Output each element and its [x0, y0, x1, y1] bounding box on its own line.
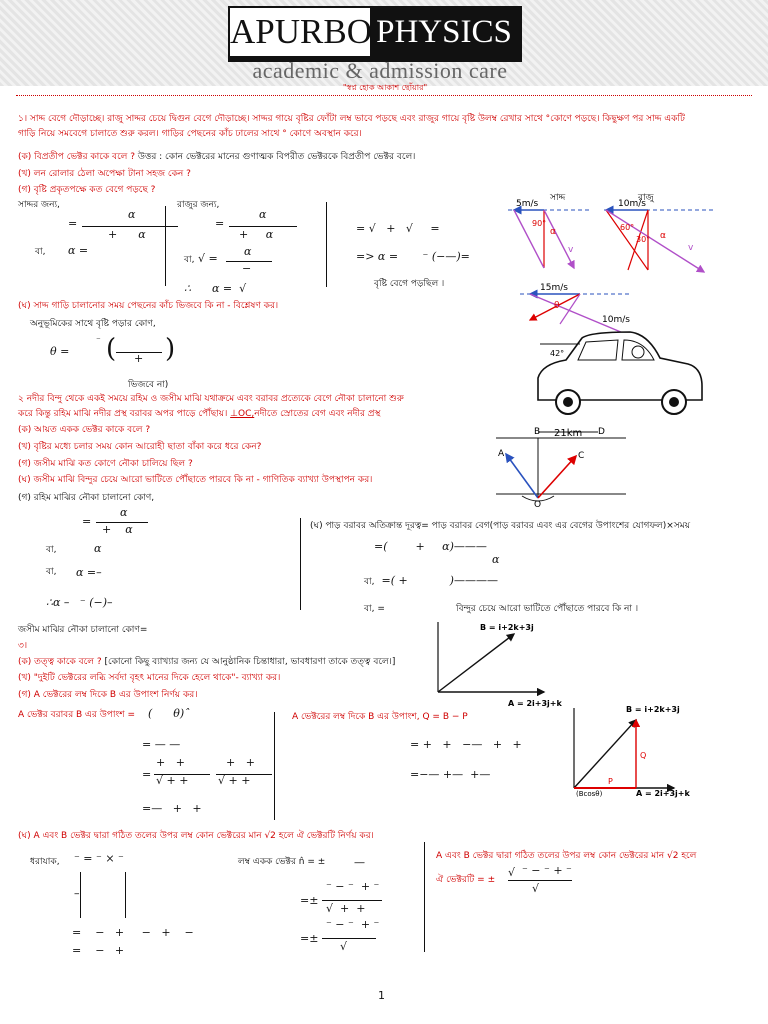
logo-apurbo: APURBO — [230, 8, 370, 56]
eq-rahim-ba1: বা, — [46, 545, 57, 555]
eq-dist-2: বা, =( + )———— — [364, 574, 498, 587]
eq-dist-1-den: α — [492, 553, 500, 566]
car-hub-rear — [563, 397, 573, 407]
q2-sol-d: (ঘ) পাড় বরাবর অতিক্রান্ত দূরত্ব= পাড় বরাবর বেগ(পাড় বরাবর এবং এর বেগের উপাংশের যোগফল)×সময় — [310, 521, 691, 531]
fig4-label-a: A = 2i+3j+k — [508, 699, 562, 708]
fig-alpha-1: α — [550, 227, 556, 237]
eq-raju-3: ∴ α = √ — [184, 282, 247, 295]
eq-proj-3: =— + + — [142, 802, 202, 815]
eq-rahim-3: α =– — [76, 566, 102, 579]
river-figure — [496, 426, 626, 508]
q2-intro-line2: করে কিন্তু রহিম মাঝি নদীর প্রস্থ বরাবর অপর পাড়ে পৌঁছায়। ⊥OC,নদীতে স্রোতের বেগ এবং নদীর প্রস্থ — [18, 409, 381, 419]
eq-raju-1: = α + α — [215, 212, 224, 231]
river-label-c: C — [578, 451, 585, 461]
page-number: 1 — [378, 989, 385, 1002]
fig-alpha-2: α — [660, 231, 666, 241]
divider-q3-d — [424, 842, 425, 952]
divider-q3 — [274, 712, 275, 820]
fig-label-5: 5m/s — [516, 199, 539, 209]
fig4-vector-b — [438, 634, 514, 692]
car-rain-figure — [520, 282, 720, 422]
car-hub-front — [669, 397, 679, 407]
fig-rain-rel-sad — [544, 210, 574, 268]
logo-physics: PHYSICS — [376, 14, 512, 50]
fig5-label-a: A = 2i+3j+k — [636, 789, 690, 798]
divider-q1-b — [326, 202, 327, 287]
eq-ba-label: বা, — [35, 247, 46, 257]
jasim-angle: জসীম মাঝির নৌকা চালানো কোণ= — [18, 625, 148, 635]
q2-sol-c: (গ) রহিম মাঝির নৌকা চালানো কোণ, — [18, 493, 155, 503]
proj-label: A ভেক্টর বরাবর B এর উপাংশ = — [18, 710, 136, 720]
eq-cross-2: = − + — [72, 944, 125, 957]
q2-question-c: (গ) জসীম মাঝি কত কোণে নৌকা চালিয়ে ছিল ? — [18, 459, 193, 469]
header-motto: "স্বপ্ন হোক আকাশ ছোঁয়ার" — [342, 83, 428, 92]
eq-proj-paren: ( θ)ˆ — [148, 707, 190, 720]
fig4-label-b: B = i+2k+3j — [480, 623, 534, 632]
determinant-mark: – — [74, 887, 80, 900]
river-label-d: D — [598, 427, 605, 437]
eq-dist-1: =( + α)——— — [374, 540, 487, 553]
q1-question-d: (ঘ) সাদ্দ গাড়ি চালানোর সময় পেছনের কাঁচ ভিজবে কি না - বিশ্লেষণ কর। — [18, 301, 279, 311]
q3-question-b: (খ) "দুইটি ভেক্টরের লব্ধি সর্বদা বৃহৎ মানের দিকে হেলে থাকে"- ব্যাখ্যা কর। — [18, 673, 281, 683]
river-label-a: A — [498, 449, 505, 459]
fig5-label-bcos: (Bcosθ) — [576, 790, 603, 798]
q2-question-b: (খ) বৃষ্টির মধ্যে চলার সময় কোন আরোহী ছাতা বাঁকা করে ধরে কেন? — [18, 442, 262, 452]
fig-v-2: v — [688, 243, 694, 253]
eq-rain-2: => α = ⁻ (−—)= — [356, 250, 470, 263]
rain-speed-text: বৃষ্টি বেগে পড়ছিল । — [374, 279, 445, 289]
rain-angle-label: অনুভূমিকের সাথে বৃষ্টি পড়ার কোণ, — [30, 319, 156, 329]
fig-sad-title: সাদ্দ — [550, 193, 566, 203]
q1-question-a: (ক) বিপ্রতীপ ভেক্টর কাকে বলে ? উত্তর : কোন ভেক্টরের মানের গুণাত্মক বিপরীত ভেক্টরকে বিপ্রতীপ ভেক্টর বলে। — [18, 152, 416, 162]
q1-intro-line2: গাড়ি নিয়ে সমবেগে চালাতে শুরু করল। গাড়ির পেছনের কাঁচ ঢালের সাথে ° কোণে অবস্থান করে। — [18, 129, 362, 139]
fig5-label-b: B = i+2k+3j — [626, 705, 680, 714]
river-distance: 21km — [554, 428, 583, 439]
river-label-o: O — [534, 500, 542, 510]
divider-q1-a — [165, 206, 166, 286]
header-subtitle: academic & admission care — [252, 58, 508, 83]
eq-perp-2: =−— +— +— — [410, 768, 491, 781]
eq-theta: θ = ⁻ ( ) + — [50, 334, 176, 365]
fig5-vector-b — [574, 720, 636, 788]
cross-let: ধরাযাক, — [30, 857, 60, 867]
fig-label-10: 10m/s — [618, 199, 646, 209]
eq-rahim-4: ∴α – ⁻ (−)– — [46, 596, 113, 609]
divider-q2 — [300, 518, 301, 610]
eq-perp-1: = + + −— + + — [410, 738, 522, 751]
wet-note: ভিজবে না) — [128, 380, 169, 390]
q2-intro-line1: ২ নদীর বিন্দু থেকে একই সময়ে রহিম ও জসীম মাঝি যথাক্রমে এবং বরাবর প্রত্যেকে বেগে নৌকা চালানো শুরু — [18, 394, 404, 404]
eq-rahim-2: α — [94, 542, 102, 555]
eq-proj-1: = — — — [142, 738, 181, 751]
fig-angle-30: 30° — [636, 235, 651, 244]
q1-question-b: (খ) লন রোলার ঠেলা অপেক্ষা টানা সহজ কেন ? — [18, 169, 191, 179]
eq-sad-1: = α + α — [68, 212, 77, 231]
river-vector-oc — [538, 456, 576, 498]
q2-question-a: (ক) আয়ত একক ভেক্টর কাকে বলে ? — [18, 425, 151, 435]
river-vector-oa — [506, 454, 538, 498]
fig-raju-title: রাজু — [638, 193, 654, 203]
car-fig-label-10: 10m/s — [602, 315, 630, 325]
eq-cross-1: = − + − + − — [72, 926, 194, 939]
river-label-b: B — [534, 427, 541, 437]
unit-vector-label: লম্ব একক ভেক্টর n̂ = ± — [238, 857, 326, 867]
q3-question-c: (গ) A ভেক্টরের লম্ব দিকে B এর উপাংশ নির্ণয় কর। — [18, 690, 198, 700]
car-fig-label-15: 15m/s — [540, 283, 568, 293]
vector-pq-figure — [566, 702, 706, 798]
eq-rahim-ba2: বা, — [46, 567, 57, 577]
vector-ab-figure — [432, 620, 562, 708]
eq-raju-2: বা, √ = α − — [184, 247, 218, 266]
eq-dist-3: বা, = — [364, 604, 385, 614]
perp-label: A ভেক্টরের লম্ব দিকে B এর উপাংশ, Q = B − P — [292, 712, 468, 722]
q1-question-c: (গ) বৃষ্টি প্রকৃতপক্ষে কত বেগে পড়ছে ? — [18, 185, 156, 195]
q2-conclusion: বিন্দুর চেয়ে আরো ভাটিতে পৌঁছাতে পারবে কি না । — [456, 604, 639, 614]
eq-rain-1: = √ + √ = — [356, 222, 440, 235]
header-divider — [16, 95, 752, 96]
q3-question-a: (ক) তত্ত্ব কাকে বলে ? [কোনো কিছু ব্যাখ্যার জন্য যে আনুষ্ঠানিক চিন্তাধারা, ভাবধারণা তাকে তত্ত্ব বলে।] — [18, 657, 396, 667]
answer-line2: ঐ ভেক্টরটি = ± — [436, 875, 496, 885]
fig-rain-rel-raju — [606, 210, 704, 272]
car-fig-theta: θ — [554, 301, 560, 311]
q2-question-d: (ঘ) জসীম মাঝি বিন্দুর চেয়ে আরো ভাটিতে পৌঁছাতে পারবে কি না - গাণিতিক ব্যাখ্যা উপস্থাপন কর। — [18, 475, 373, 485]
eq-sad-2: α = — [68, 244, 89, 257]
car-angle-42: 42° — [550, 349, 565, 358]
answer-line1: A এবং B ভেক্টর দ্বারা গঠিত তলের উপর লম্ব কোন ভেক্টরের মান √2 হলে — [436, 851, 697, 861]
q1-intro-line1: ১। সাদ্দ বেগে দৌড়াচ্ছে। রাজু সাদ্দর চেয়ে দ্বিগুন বেগে দৌড়াচ্ছে। সাদ্দর গায়ে বৃষ্টির ফোঁটা লম্ব ভাবে পড়ছে এবং রাজুর গায়ে বৃষ্টি উলম্ব রেখার সাথে °কোণে পড়ছে। কিছুক্ষণ পর সাদ্দ একটি — [18, 114, 685, 124]
fig-v-1: v — [568, 245, 574, 255]
fig5-label-q: Q — [640, 751, 647, 760]
q3-question-d: (ঘ) A এবং B ভেক্টর দ্বারা গঠিত তলের উপর লম্ব কোন ভেক্টরের মান √2 হলে ঐ ভেক্টরটি নির্ণয় কর। — [18, 831, 374, 841]
eq-cross-def: ⁻ = ⁻ × ⁻ — [74, 852, 124, 865]
fig-angle-90: 90° — [532, 219, 547, 228]
raju-label: রাজুর জন্য, — [177, 200, 220, 210]
q3-number: ৩। — [18, 641, 28, 651]
car-driver-head — [632, 346, 644, 358]
rain-vector-figure — [478, 192, 718, 280]
eq-rahim-1: = α + α — [82, 510, 91, 529]
fig-angle-60: 60° — [620, 223, 635, 232]
unit-vector-frac: — — [354, 856, 365, 869]
sad-label: সাদ্দর জন্য, — [18, 200, 60, 210]
determinant — [80, 872, 126, 918]
fig5-label-p: P — [608, 777, 613, 786]
